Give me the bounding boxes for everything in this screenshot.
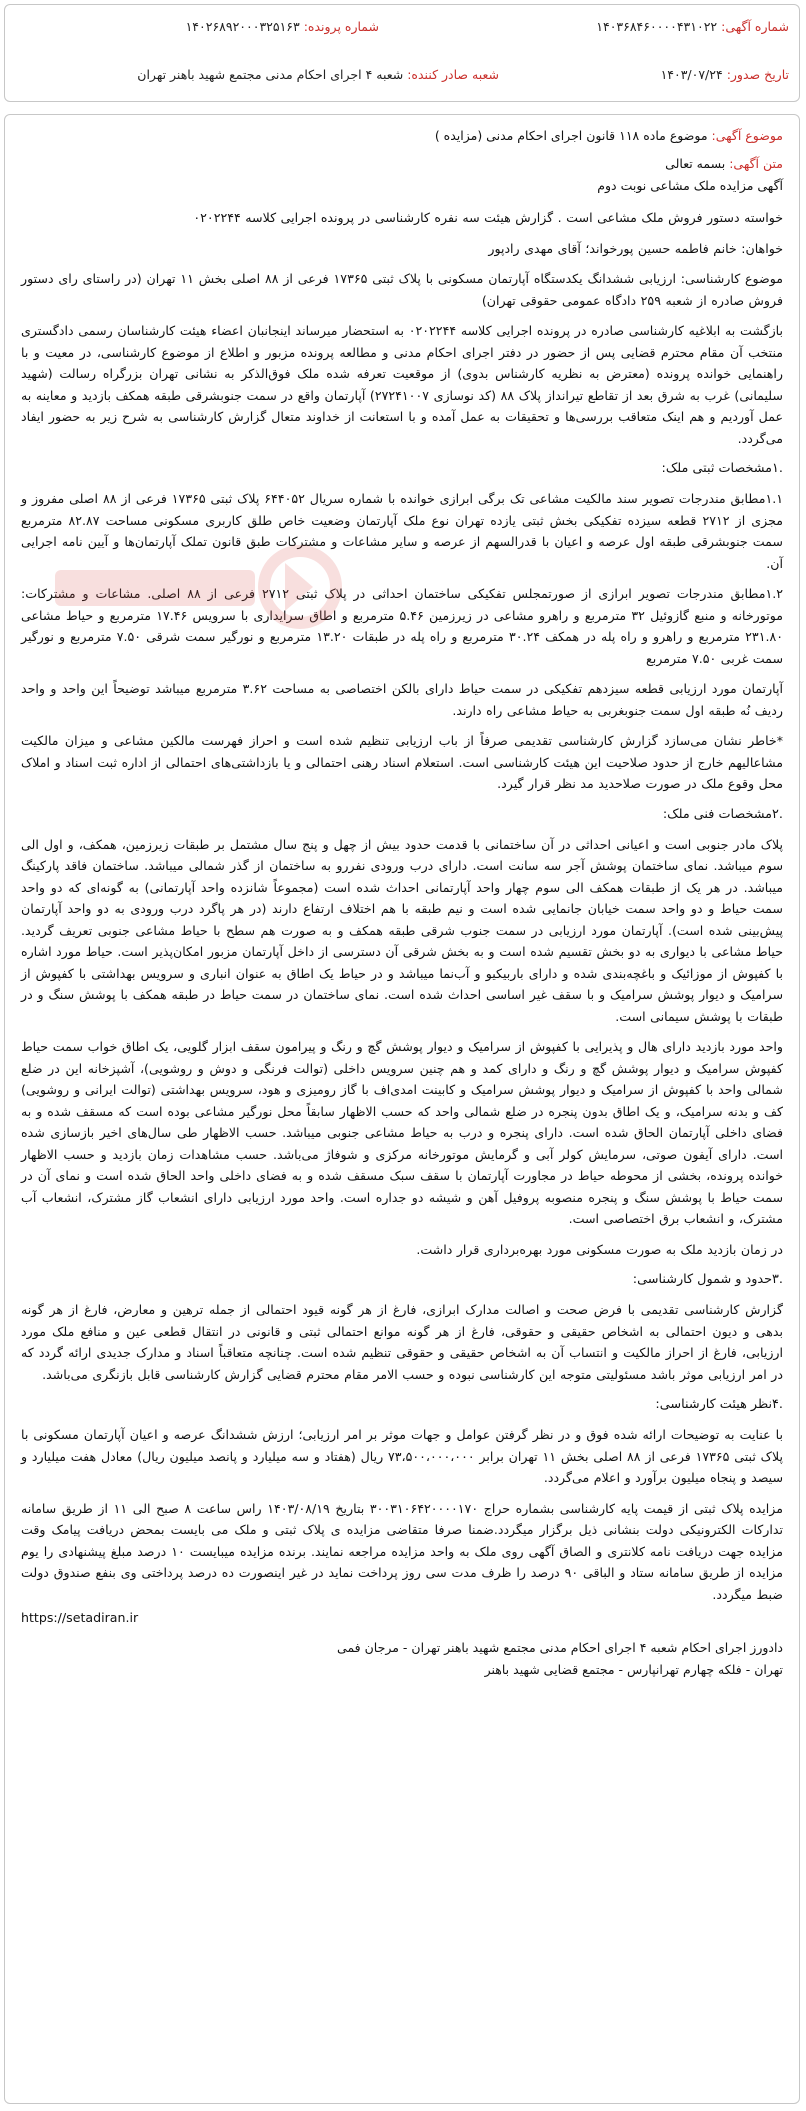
issuing-branch — [137, 65, 499, 85]
auction-paragraph: مزایده پلاک ثبتی از قیمت پایه کارشناسی بشماره حراج ۳۰۰۳۱۰۶۴۲۰۰۰۰۱۷۰ بتاریخ ۱۴۰۳/۰۸/۱۹ راس ساعت ۸ صبح الی ۱۱ از طریق سامانه تدارکات الکترونیکی دولت بنشانی ذیل برگزار میگردد.ضمنا صرفا متقاضی مزایده ی پلاک ثبتی و ملک می بایست بمحض دریافت پیامک وقت مزایده جهت دریافت نامه کلانتری و الصاق آگهی روی ملک به واحد مزایده مراجعه نمایند. برنده مزایده میبایست ۱۰ درصد مبلغ پیشنهادی را یوم مزایده از طریق سامانه ستاد و الباقی ۹۰ درصد را ظرف مدت سی روز پرداخت نماید در غیر اینصورت ده درصد پرداختی وی بنفع صندوق دولت ضبط میگردد. — [21, 1500, 784, 1602]
auction-url-link[interactable]: https://setadiran.ir — [21, 1610, 139, 1625]
section-3-heading: .۳حدود و شمول کارشناسی: — [632, 1272, 783, 1287]
section-4-paragraph: با عنایت به توضیحات ارائه شده فوق و در نظر گرفتن عوامل و جهات موثر بر امر ارزیابی؛ ارزش ششدانگ عرصه و اعیان آپارتمان مسکونی با پلاک ثبتی ۱۷۳۶۵ فرعی از ۸۸ اصلی بخش ۱۱ تهران برابر ۷۳،۵۰۰،۰۰۰،۰۰۰ ریال (هفتاد و سه میلیارد و پانصد میلیون ریال) معادل هفت میلیارد و سیصد و پنجاه میلیون برآورد و اعلام می‌گردد. — [21, 1427, 783, 1485]
section-3-paragraph: گزارش کارشناسی تقدیمی با فرض صحت و اصالت مدارک ابرازی، فارغ از هر گونه قیود احتمالی از جمله ترهین و معارض، فارغ از هر گونه بدهی و دیون احتمالی به اشخاص حقیقی و حقوقی، فارغ از هر گونه موانع احتمالی ثبتی و قانونی در انتقال قطعی عین و منافع ملک مورد ارزیابی، فارغ از احراز مالکیت و انتساب آن به اشخاص حقیقی و حقوقی تنظیم شده است. چنانچه متعاقباً اسناد و مدارک جدیدی ارائه گردد که در امر ارزیابی موثر باشد مسئولیتی متوجه این کارشناسی نبوده و حسب الامر مقام محترم قضایی گزارش کارشناسی قابل بازنگری می‌باشد. — [21, 1302, 783, 1382]
subject-label: موضوع آگهی: — [711, 128, 783, 143]
section-1-item-4: *خاطر نشان می‌سازد گزارش کارشناسی تقدیمی صرفاً از باب ارزیابی تنظیم شده است و احراز فهرست مالکین مشاعی و میزان مالکیت مشاعالیهم خارج از حدود صلاحیت این هیئت کارشناسی است. استعلام اسناد رهنی احتمالی و یا بازداشتی‌های احتمالی از اداره ثبت اسناد و املاک محل وقوع ملک در صورت صلاحدید مد نظر قرار گیرد. — [21, 733, 783, 791]
signature-line-2: تهران - فلکه چهارم تهرانپارس - مجتمع قضایی شهید باهنر — [484, 1661, 783, 1677]
section-1-item-3: آپارتمان مورد ارزیابی قطعه سیزدهم تفکیکی در سمت حیاط دارای بالکن اختصاصی به مساحت ۳.۶۲ مترمربع میباشد توضیحاً این واحد و واحد ردیف نُه طبقه اول سمت جنوبغربی به حیاط مشاعی راه دارند. — [21, 681, 783, 718]
notice-page — [4, 4, 800, 2106]
intro-paragraph-4: بازگشت به ابلاغیه کارشناسی صادره در پرونده اجرایی کلاسه ۰۲۰۲۲۴۴ به استحضار میرساند اینجانبان اعضاء هیئت کارشناسان رسمی دادگستری منتخب آن مقام محترم قضایی پس از حضور در دفتر اجرای احکام مدنی و مطالعه پرونده مزبور و اطلاع از موضوع کارشناسی، در معیت و با راهنمایی خوانده پرونده (معترض به نظریه کارشناس بدوی) از موقعیت تعرفه شده ملک فوق‌الذکر به نشانی تهران بزرگراه رسالت (شهید سلیمانی) غرب به شرق بعد از تقاطع تیرانداز پلاک ۸۸ (کد نوسازی ۲۷۲۴۱۰۰۷) آپارتمان واقع در سمت جنوبشرقی طبقه همکف بازدید و معاینه به عمل آوردیم و هم اینک متعاقب بررسی‌ها و تحقیقات به عمل آمده و با استعانت از خداوند متعال گزارش کارشناسی به شرح زیر به حضور ایفاد می‌گردد. — [21, 323, 783, 446]
section-2-paragraph-2: واحد مورد بازدید دارای هال و پذیرایی با کفپوش از سرامیک و دیوار پوشش گچ و رنگ و پیرامون سقف ابزار گلویی، یک اطاق خواب سمت حیاط کفپوش سرامیک و دیوار پوشش گچ و رنگ و دارای کمد و هم چنین سرویس داخلی (توالت فرنگی و دوش و روشویی)، آشپزخانه این در ضلع شمالی واحد با کفپوش از سرامیک و دیوار پوشش سرامیک و کابینت امدی‌اف با گاز رومیزی و هود، سرویس بهداشتی (توالت ایرانی و روشویی) کف و بدنه سرامیک، و یک اطاق بدون پنجره در ضلع شمالی واحد که حسب الاظهار سابقاً محل نورگیر مشاعی بوده است که مسقف شده و به فضای داخلی آپارتمان الحاق شده است. دارای پنجره و درب به حیاط مشاعی جنوبی میباشد. حسب الاظهار طی سال‌های اخیر بازسازی شده است. دارای آیفون صوتی، سرمایش کولر آبی و گرمایش موتورخانه مرکزی و شوفاژ می‌باشد. حسب مشاهدات زمان بازدید و حسب الاظهار خوانده پرونده، بخشی از محوطه حیاط در مجاورت آپارتمان با سقف سبک مسقف شده و به فضای داخلی واحد الحاق شده است و نمای آن در سمت حیاط با پوشش سنگ و پنجره منصوبه پروفیل آهن و شیشه دو جداره است. واحد مورد ارزیابی دارای انشعاب گاز مشترک، انشعاب آب مشترک، و انشعاب برق اختصاصی است. — [21, 1039, 783, 1226]
signature-line-1: دادورز اجرای احکام شعبه ۴ اجرای احکام مدنی مجتمع شهید باهنر تهران - مرجان فمی — [337, 1639, 783, 1655]
issuing-branch-label: شعبه صادر کننده: — [407, 67, 499, 82]
ad-number-value: ۱۴۰۳۶۸۴۶۰۰۰۰۴۳۱۰۲۲ — [596, 19, 718, 34]
section-2-heading: .۲مشخصات فنی ملک: — [662, 806, 783, 822]
section-2-paragraph-1: پلاک مادر جنوبی است و اعیانی احداثی در آن ساختمانی با قدمت حدود بیش از چهل و پنج سال مشتمل بر طبقات زیرزمین، همکف، و اول الی سوم میباشد. نمای ساختمان پوشش آجر سه سانت است. دارای درب ورودی نفررو به ساختمان از گذر شمالی میباشد. ساختمان فاقد پارکینگ میباشد. در هر یک از طبقات همکف الی سوم چهار واحد آپارتمانی احداث شده است (مجموعاً شانزده واحد آپارتمانی) به گونه‌ای که دو واحد سمت حیاط و دو واحد سمت خیابان جانمایی شده است و نیم طبقه با هم اختلاف ارتفاع دارند (در هر پاگرد درب ورودی به دو واحد آپارتمان پیش‌بینی شده است). آپارتمان مورد ارزیابی در سمت جنوب شرقی طبقه همکف و به صورت هم سطح با حیاط مشاعی جنوبی تعریف گردید. حیاط مشاعی با دیواری به دو بخش تقسیم شده است و به بخش شرقی آن دسترسی از داخل آپارتمان مزبور امکان‌پذیر است. حیاط مورد اشاره با کفپوش از موزائیک و باغچه‌بندی شده و دارای باربیکیو و آب‌نما میباشد و در حیاط یک اطاق به عنوان انباری و سرویس بهداشتی با کفپوش از سرامیک و دیوار پوشش سرامیک و با سقف غیر اساسی احداث شده است. نمای ساختمان در سمت حیاط در طبقه همکف با پوشش سنگ و در طبقات با پوشش سیمانی است. — [21, 836, 783, 1024]
case-number-label: شماره پرونده: — [303, 19, 379, 34]
issue-date-value: ۱۴۰۳/۰۷/۲۴ — [660, 67, 723, 82]
notice-header — [4, 4, 800, 102]
intro-paragraph-3: موضوع کارشناسی: ارزیابی ششدانگ یکدستگاه آپارتمان مسکونی با پلاک ثبتی ۱۷۳۶۵ فرعی از ۸۸ اصلی بخش ۱۱ تهران (در راستای رای دستور فروش صادره از شعبه ۲۵۹ دادگاه عمومی حقوقی تهران) — [21, 271, 783, 308]
body-header-line — [21, 153, 783, 175]
body-line-1: بسمه تعالی — [665, 156, 726, 171]
section-1-item-2: ۱.۲مطابق مندرجات تصویر ابرازی از صورتمجلس تفکیکی ساختمان احداثی در پلاک ثبتی ۲۷۱۲ فرعی از ۸۸ اصلی. مشاعات و مشترکات: موتورخانه و منبع گازوئیل ۳۲ مترمربع و راهرو مشاعی در زیرزمین ۵.۴۶ مترمربع و اطاق سرایداری با سرویس ۱۷.۴۶ مترمربع و حیاط مشاعی ۲۳۱.۸۰ مترمربع و راهرو و راه پله در همکف ۳۰.۲۴ مترمربع و راه پله در طبقات ۱۳.۲۰ مترمربع و نورگیر سمت شرقی ۷.۵۰ مترمربع و نورگیر سمت غربی ۷.۵۰ مترمربع — [21, 586, 783, 666]
subject-value: موضوع ماده ۱۱۸ قانون اجرای احکام مدنی (مزایده ) — [434, 128, 708, 143]
section-1-item-1: ۱.۱مطابق مندرجات تصویر سند مالکیت مشاعی تک برگی ابرازی خوانده با شماره سریال ۶۴۴۰۵۲ پلاک ثبتی ۱۷۳۶۵ فرعی از ۸۸ اصلی مفروز و مجزی از ۲۷۱۲ قطعه سیزده تفکیکی بخش ثبتی یازده تهران نوع ملک آپارتمان وضعیت خاص طلق کاربری مسکونی مساحت ۸۲.۸۷ مترمربع سمت جنوبشرقی طبقه اول عرصه و اعیان با قدرالسهم از عرصه و سایر مشاعات و مشترکات طبق قانون تملک آپارتمان‌ها و آیین نامه اجرایی آن. — [21, 491, 784, 571]
case-number-value: ۱۴۰۲۶۸۹۲۰۰۰۳۲۵۱۶۳ — [185, 19, 300, 34]
body-line-2: آگهی مزایده ملک مشاعی نوبت دوم — [597, 178, 783, 193]
issuing-branch-value: شعبه ۴ اجرای احکام مدنی مجتمع شهید باهنر تهران — [137, 67, 404, 82]
section-4-heading: .۴نظر هیئت کارشناسی: — [655, 1397, 783, 1412]
ad-number-label: شماره آگهی: — [721, 19, 789, 34]
intro-paragraph-1: خواسته دستور فروش ملک مشاعی است . گزارش هیئت سه نفره کارشناسی در پرونده اجرایی کلاسه ۰۲۰۲۲۴۴ — [193, 210, 783, 225]
subject-line — [21, 125, 783, 147]
case-number — [186, 17, 379, 37]
section-1-heading: .۱مشخصات ثبتی ملک: — [661, 461, 783, 476]
issue-date-label: تاریخ صدور: — [726, 67, 789, 82]
intro-paragraph-2: خواهان: خانم فاطمه حسین پورخواند؛ آقای مهدی رادپور — [488, 240, 783, 256]
issue-date — [661, 65, 789, 85]
notice-content — [4, 114, 800, 2104]
ad-number — [596, 17, 789, 37]
section-2-paragraph-3: در زمان بازدید ملک به صورت مسکونی مورد بهره‌برداری قرار داشت. — [416, 1241, 783, 1257]
body-label: متن آگهی: — [729, 156, 783, 171]
